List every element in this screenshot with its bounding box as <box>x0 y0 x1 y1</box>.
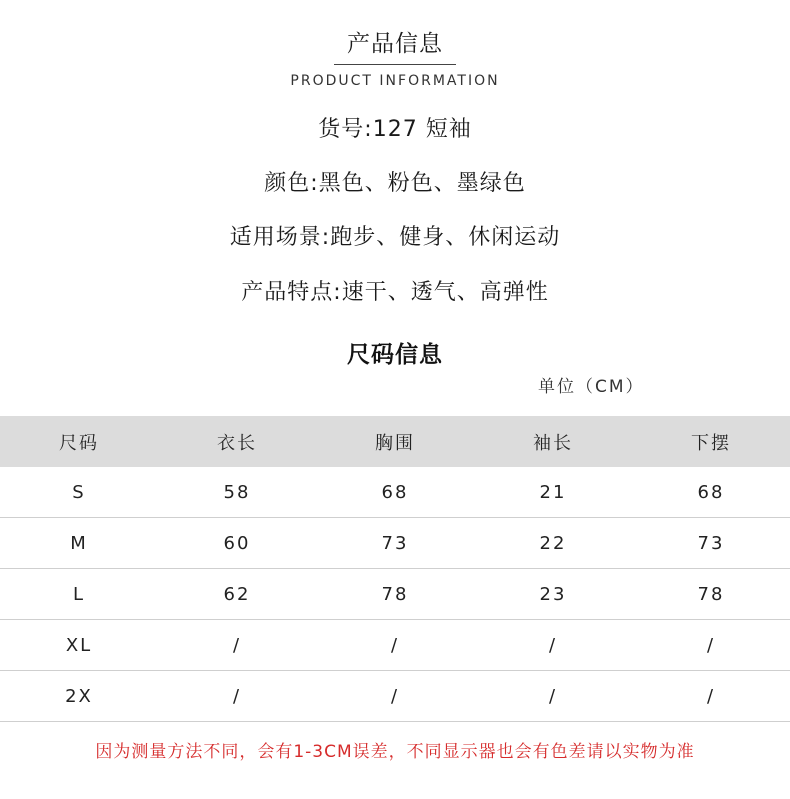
cell-size: 2X <box>65 685 93 707</box>
table-row <box>0 671 790 722</box>
product-features: 产品特点:速干、透气、高弹性 <box>241 280 549 305</box>
cell-sleeve: / <box>548 634 558 656</box>
cell-hem: 78 <box>697 583 725 605</box>
cell-chest: / <box>390 634 400 656</box>
table-row <box>0 518 790 569</box>
cell-chest: 78 <box>381 583 409 605</box>
cell-sleeve: 21 <box>539 481 567 503</box>
cell-length: 58 <box>223 481 251 503</box>
cell-sleeve: 22 <box>539 532 567 554</box>
table-row <box>0 569 790 620</box>
product-info-title: 产品信息 <box>347 31 443 57</box>
cell-length: / <box>232 634 242 656</box>
table-row <box>0 467 790 518</box>
cell-size: S <box>72 481 86 503</box>
cell-hem: 68 <box>697 481 725 503</box>
header-chest: 胸围 <box>375 432 415 454</box>
title-underline <box>334 64 456 65</box>
table-row <box>0 620 790 671</box>
cell-chest: 73 <box>381 532 409 554</box>
unit-label: 单位（CM） <box>538 377 645 397</box>
usage-scenes: 适用场景:跑步、健身、休闲运动 <box>229 225 561 250</box>
cell-length: 62 <box>223 583 251 605</box>
cell-length: / <box>232 685 242 707</box>
size-info-title: 尺码信息 <box>347 342 443 368</box>
cell-sleeve: / <box>548 685 558 707</box>
item-number: 货号:127 短袖 <box>318 117 472 142</box>
cell-size: L <box>72 583 86 605</box>
cell-size: XL <box>65 634 93 656</box>
cell-hem: 73 <box>697 532 725 554</box>
header-size: 尺码 <box>59 432 99 454</box>
cell-sleeve: 23 <box>539 583 567 605</box>
product-info-subtitle: PRODUCT INFORMATION <box>290 73 500 89</box>
cell-length: 60 <box>223 532 251 554</box>
cell-hem: / <box>706 685 716 707</box>
header-length: 衣长 <box>217 432 257 454</box>
size-table <box>0 416 790 722</box>
table-header-row <box>0 416 790 467</box>
cell-hem: / <box>706 634 716 656</box>
cell-size: M <box>70 532 88 554</box>
header-sleeve: 袖长 <box>533 432 573 454</box>
cell-chest: / <box>390 685 400 707</box>
header-hem: 下摆 <box>691 432 731 454</box>
measurement-disclaimer: 因为测量方法不同，会有1-3CM误差，不同显示器也会有色差请以实物为准 <box>95 742 695 762</box>
cell-chest: 68 <box>381 481 409 503</box>
color-options: 颜色:黑色、粉色、墨绿色 <box>264 171 526 196</box>
